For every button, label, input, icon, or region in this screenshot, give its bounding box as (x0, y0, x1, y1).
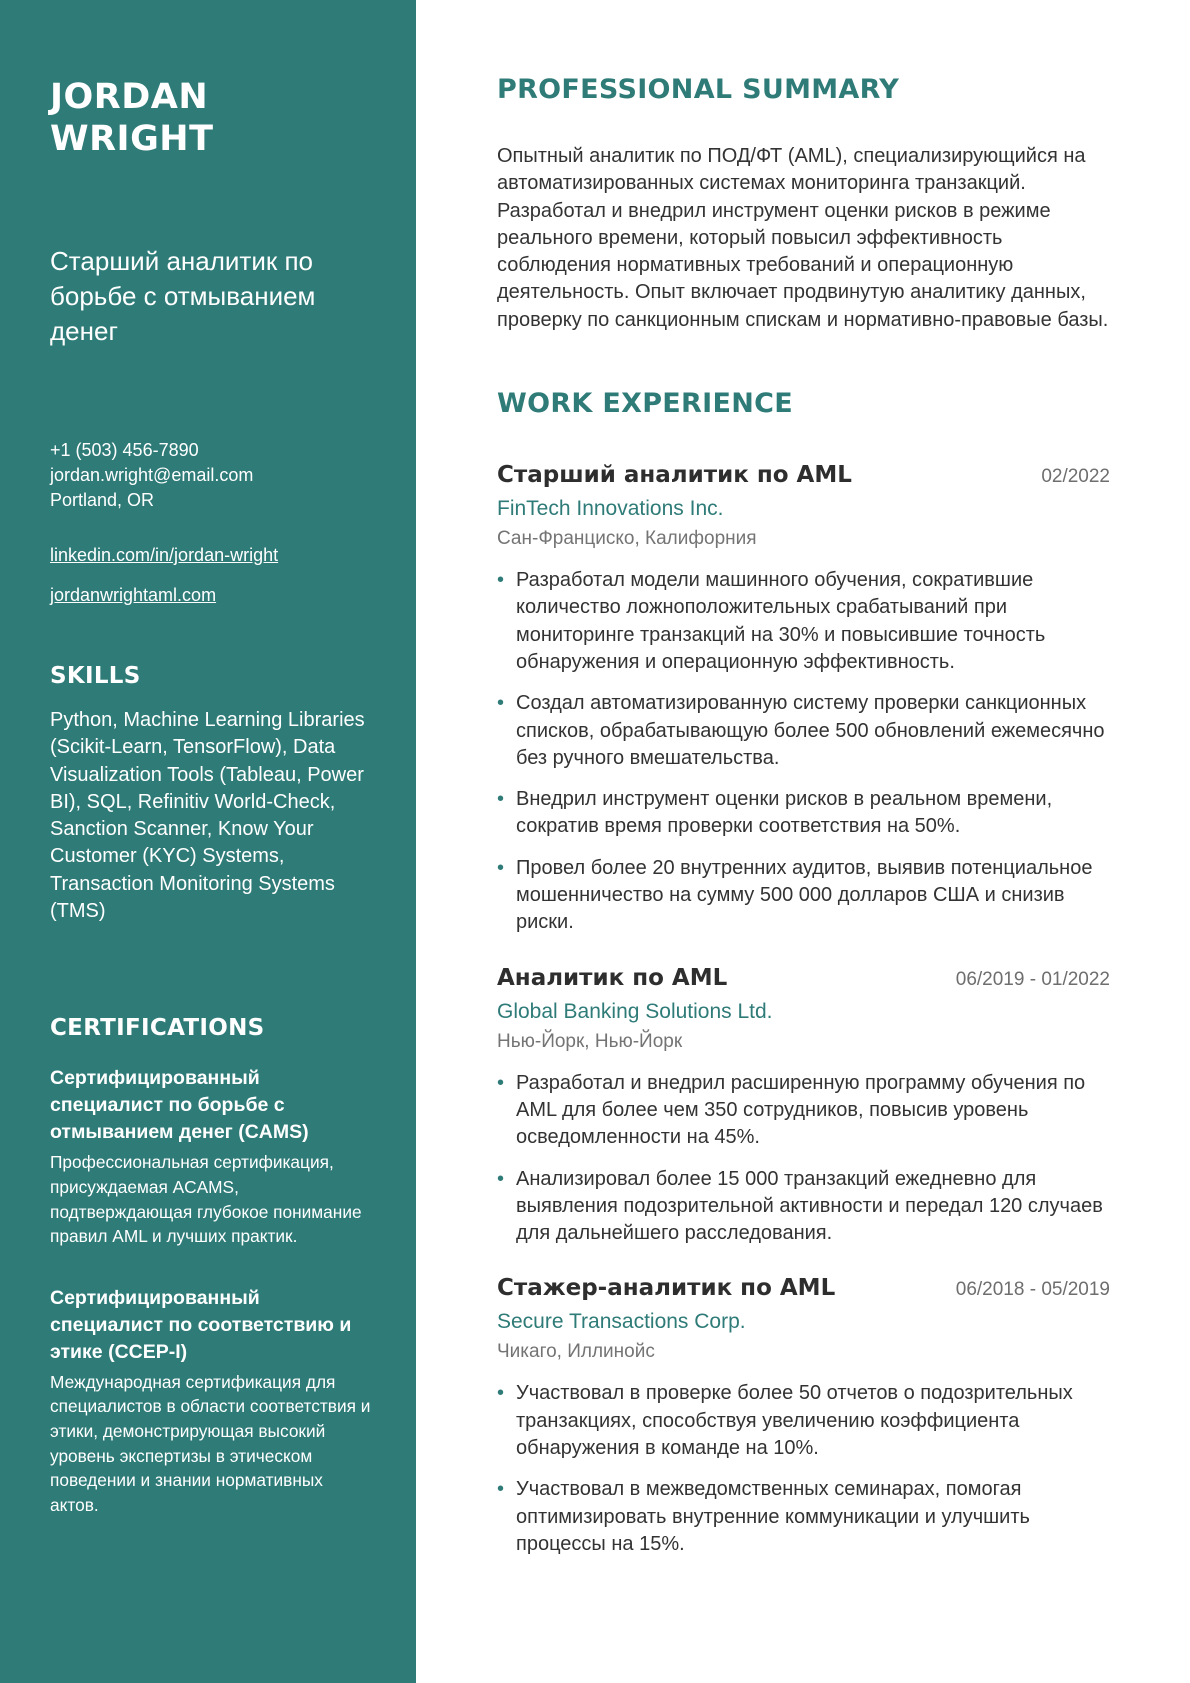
sidebar (0, 0, 416, 1683)
job-entry (497, 963, 1110, 1248)
bullet-text: Участвовал в межведомственных семинарах, помогая оптимизировать внутренние коммуникации и улучшить процессы на 15%. (516, 1478, 1030, 1555)
bullet-item (497, 1476, 1110, 1558)
certification-name: Сертифицированный специалист по соответствию и этике (CCEP-I) (50, 1286, 352, 1363)
main-content (416, 0, 1190, 1683)
bullet-text: Разработал модели машинного обучения, сократившие количество ложноположительных срабатываний при мониторинге транзакций на 30% и повысившие точность обнаружения и операционную эффективность. (516, 569, 1046, 673)
company-name: Global Banking Solutions Ltd. (497, 999, 773, 1023)
job-location: Чикаго, Иллинойс (497, 1341, 655, 1363)
bullet-item (497, 1166, 1110, 1248)
job-date: 06/2018 - 05/2019 (955, 1279, 1110, 1301)
bullet-item (497, 1070, 1110, 1152)
bullet-item (497, 786, 1110, 841)
email-address: jordan.wright@email.com (50, 465, 254, 485)
certification-description: Международная сертификация для специалистов в области соответствия и этики, демонстрирующая высокий уровень экспертизы в этическом поведении и знании нормативных актов. (50, 1371, 371, 1515)
bullet-text: Создал автоматизированную систему проверки санкционных списков, обрабатывающую более 500 обновлений ежемесячно без ручного вмешательства. (516, 692, 1105, 769)
bullet-dot-icon: • (497, 569, 505, 592)
job-bullets (497, 1070, 1110, 1248)
bullet-dot-icon: • (497, 1071, 505, 1094)
bullet-text: Анализировал более 15 000 транзакций ежедневно для выявления подозрительной активности и передал 120 случаев для дальнейшего расследования. (516, 1167, 1103, 1245)
home-location: Portland, OR (50, 490, 155, 510)
bullet-text: Разработал и внедрил расширенную программу обучения по AML для более чем 350 сотрудников, повысив уровень осведомленности на 45%. (516, 1071, 1086, 1149)
certification-item (50, 1285, 376, 1518)
job-title: Стажер-аналитик по AML (497, 1275, 836, 1302)
job-location: Нью-Йорк, Нью-Йорк (497, 1030, 683, 1052)
job-title: Старший аналитик по AML (497, 462, 852, 489)
job-entry (497, 460, 1110, 937)
job-entry (497, 1273, 1110, 1558)
company-name: FinTech Innovations Inc. (497, 497, 724, 521)
certification-name: Сертифицированный специалист по борьбе с отмыванием денег (CAMS) (50, 1067, 309, 1144)
bullet-dot-icon: • (497, 856, 505, 879)
bullet-item (497, 855, 1110, 937)
skills-heading: SKILLS (50, 663, 141, 689)
company-name: Secure Transactions Corp. (497, 1310, 746, 1334)
website-link[interactable]: jordanwrightaml.com (50, 585, 217, 605)
bullet-dot-icon: • (497, 1382, 505, 1405)
bullet-dot-icon: • (497, 1478, 505, 1501)
bullet-text: Участвовал в проверке более 50 отчетов о подозрительных транзакциях, способствуя увеличению коэффициента обнаружения в команде на 10%. (516, 1382, 1073, 1460)
skills-list: Python, Machine Learning Libraries (Scikit-Learn, TensorFlow), Data Visualization Tools (Tableau, Power BI), SQL, Refinitiv World-Check, Sanction Scanner, Know Your Customer (KYC) Systems, Transaction Monitoring Systems (TMS) (50, 709, 365, 923)
phone-number: +1 (503) 456-7890 (50, 440, 199, 460)
certification-item (50, 1065, 376, 1248)
summary-heading: PROFESSIONAL SUMMARY (497, 74, 900, 105)
work-experience-heading: WORK EXPERIENCE (497, 388, 793, 420)
bullet-dot-icon: • (497, 1167, 505, 1190)
job-bullets (497, 1380, 1110, 1558)
contact-info (50, 438, 376, 513)
job-location: Сан-Франциско, Калифорния (497, 528, 757, 550)
job-title: Аналитик по AML (497, 964, 728, 991)
bullet-item (497, 1380, 1110, 1462)
job-date: 06/2019 - 01/2022 (955, 968, 1110, 990)
bullet-text: Внедрил инструмент оценки рисков в реальном времени, сократив время проверки соответствия на 50%. (516, 788, 1053, 838)
bullet-dot-icon: • (497, 692, 505, 715)
candidate-name: JORDAN WRIGHT (50, 77, 214, 159)
summary-text: Опытный аналитик по ПОД/ФТ (AML), специализирующийся на автоматизированных системах мониторинга транзакций. Разработал и внедрил инструмент оценки рисков в режиме реального времени, который повысил эффективность соблюдения нормативных требований и операционную деятельность. Опыт включает продвинутую аналитику данных, проверку по санкционным спискам и нормативно-правовые базы. (497, 145, 1109, 331)
job-bullets (497, 567, 1110, 937)
certifications-heading: CERTIFICATIONS (50, 1015, 265, 1042)
bullet-item (497, 567, 1110, 676)
job-date: 02/2022 (1041, 466, 1110, 488)
bullet-item (497, 690, 1110, 772)
bullet-dot-icon: • (497, 788, 505, 811)
linkedin-link[interactable]: linkedin.com/in/jordan-wright (50, 545, 279, 565)
bullet-text: Провел более 20 внутренних аудитов, выявив потенциальное мошенничество на сумму 500 000 долларов США и снизив риски. (516, 856, 1093, 934)
certification-description: Профессиональная сертификация, присуждаемая ACAMS, подтверждающая глубокое понимание правил AML и лучших практик. (50, 1152, 362, 1247)
candidate-title: Старший аналитик по борьбе с отмыванием денег (50, 246, 316, 346)
